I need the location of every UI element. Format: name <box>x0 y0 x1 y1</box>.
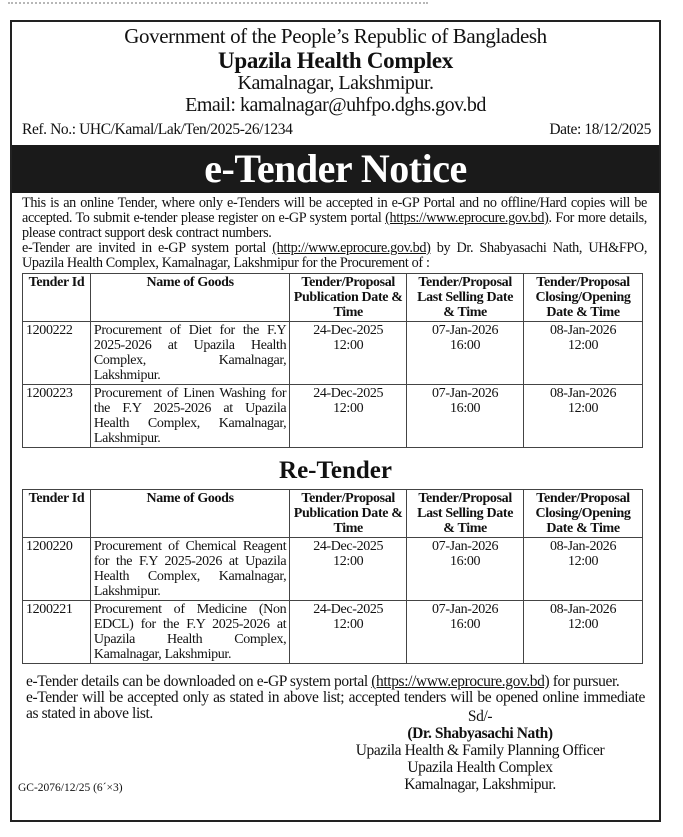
eprocure-link[interactable]: (http://www.eprocure.gov.bd) <box>272 240 431 256</box>
intro-text: e-Tender are invited in e-GP system portal <box>22 240 273 256</box>
notice-date: Date: 18/12/2025 <box>549 121 651 138</box>
tender-id: 1200220 <box>23 538 91 601</box>
intro-text: . For more details, please contract support desk contract numbers. <box>22 210 647 241</box>
signatory-name: (Dr. Shabyasachi Nath) <box>407 725 553 742</box>
publication-date: 24-Dec-2025 12:00 <box>290 538 407 601</box>
column-header: Name of Goods <box>90 274 289 322</box>
notice-title: e-Tender Notice <box>12 145 659 193</box>
tender-id: 1200222 <box>23 322 91 385</box>
footer-text: for pursuer. <box>549 673 620 690</box>
column-header: Tender/Proposal Publication Date & Time <box>290 274 407 322</box>
eprocure-link[interactable]: (https://www.eprocure.gov.bd) <box>385 210 549 226</box>
selling-date: 07-Jan-2026 16:00 <box>407 322 524 385</box>
column-header: Name of Goods <box>90 490 289 538</box>
cropped-top-text <box>8 0 428 4</box>
table-row <box>23 322 643 385</box>
intro-text: This is an online Tender, where only e-Tenders will be accepted in e-GP Portal and no offline/Hard copies will be accepted. To submit e-tender please register on e-GP system portal <box>22 195 647 226</box>
retender-heading: Re-Tender <box>279 457 392 484</box>
header-row <box>23 490 643 538</box>
closing-date: 08-Jan-2026 12:00 <box>524 538 643 601</box>
selling-date: 07-Jan-2026 16:00 <box>407 385 524 448</box>
office-name: Upazila Health Complex <box>218 48 453 73</box>
notice-frame <box>10 20 661 822</box>
column-header: Tender/Proposal Closing/Opening Date & Time <box>524 274 643 322</box>
column-header: Tender/Proposal Last Selling Date & Time <box>407 274 524 322</box>
table-row <box>23 601 643 664</box>
intro <box>12 193 659 271</box>
selling-date: 07-Jan-2026 16:00 <box>407 601 524 664</box>
footer-text: e-Tender details can be downloaded on e-GP system portal <box>26 673 372 690</box>
closing-date: 08-Jan-2026 12:00 <box>524 601 643 664</box>
closing-date: 08-Jan-2026 12:00 <box>524 385 643 448</box>
table-row <box>23 538 643 601</box>
goods-name: Procurement of Medicine (Non EDCL) for the F.Y 2025-2026 at Upazila Health Complex, Kamalnagar, Lakshmipur. <box>90 601 289 664</box>
footer-text: e-Tender will be accepted only as stated in above list; accepted tenders will be opened online immediate as stated in above list. <box>26 689 645 722</box>
tender-id: 1200223 <box>23 385 91 448</box>
office-email: Email: kamalnagar@uhfpo.dghs.gov.bd <box>185 94 486 116</box>
signature-block <box>330 708 630 793</box>
goods-name: Procurement of Diet for the F.Y 2025-2026 at Upazila Health Complex, Kamalnagar, Lakshmipur. <box>90 322 289 385</box>
column-header: Tender Id <box>23 490 91 538</box>
tender-id: 1200221 <box>23 601 91 664</box>
column-header: Tender/Proposal Last Selling Date & Time <box>407 490 524 538</box>
letterhead <box>12 26 659 115</box>
column-header: Tender Id <box>23 274 91 322</box>
column-header: Tender/Proposal Closing/Opening Date & Time <box>524 490 643 538</box>
eprocure-link[interactable]: (https://www.eprocure.gov.bd) <box>371 673 550 690</box>
signatory-place: Kamalnagar, Lakshmipur. <box>404 776 556 793</box>
publication-date: 24-Dec-2025 12:00 <box>290 601 407 664</box>
government-line: Government of the People’s Republic of Bangladesh <box>124 24 547 48</box>
goods-name: Procurement of Chemical Reagent for the F.Y 2025-2026 at Upazila Health Complex, Kamalnagar, Lakshmipur. <box>90 538 289 601</box>
signatory-office: Upazila Health Complex <box>407 759 553 776</box>
signatory-title: Upazila Health & Family Planning Officer <box>355 742 605 759</box>
publication-date: 24-Dec-2025 12:00 <box>290 385 407 448</box>
selling-date: 07-Jan-2026 16:00 <box>407 538 524 601</box>
goods-name: Procurement of Linen Washing for the F.Y 2025-2026 at Upazila Health Complex, Kamalnagar, Lakshmipur. <box>90 385 289 448</box>
tender-table <box>22 273 643 448</box>
closing-date: 08-Jan-2026 12:00 <box>524 322 643 385</box>
intro-text: by Dr. Shabyasachi Nath, UH&FPO, Upazila Health Complex, Kamalnagar, Lakshmipur for the Procurement of : <box>22 240 648 271</box>
publication-date: 24-Dec-2025 12:00 <box>290 322 407 385</box>
ad-code: GC-2076/12/25 (6´×3) <box>18 782 123 794</box>
column-header: Tender/Proposal Publication Date & Time <box>290 490 407 538</box>
ref-number: Ref. No.: UHC/Kamal/Lak/Ten/2025-26/1234 <box>22 121 293 138</box>
table-row <box>23 385 643 448</box>
retender-table <box>22 489 643 664</box>
ref-row <box>12 115 659 139</box>
office-address: Kamalnagar, Lakshmipur. <box>237 72 434 94</box>
sd: Sd/- <box>467 708 493 725</box>
header-row <box>23 274 643 322</box>
